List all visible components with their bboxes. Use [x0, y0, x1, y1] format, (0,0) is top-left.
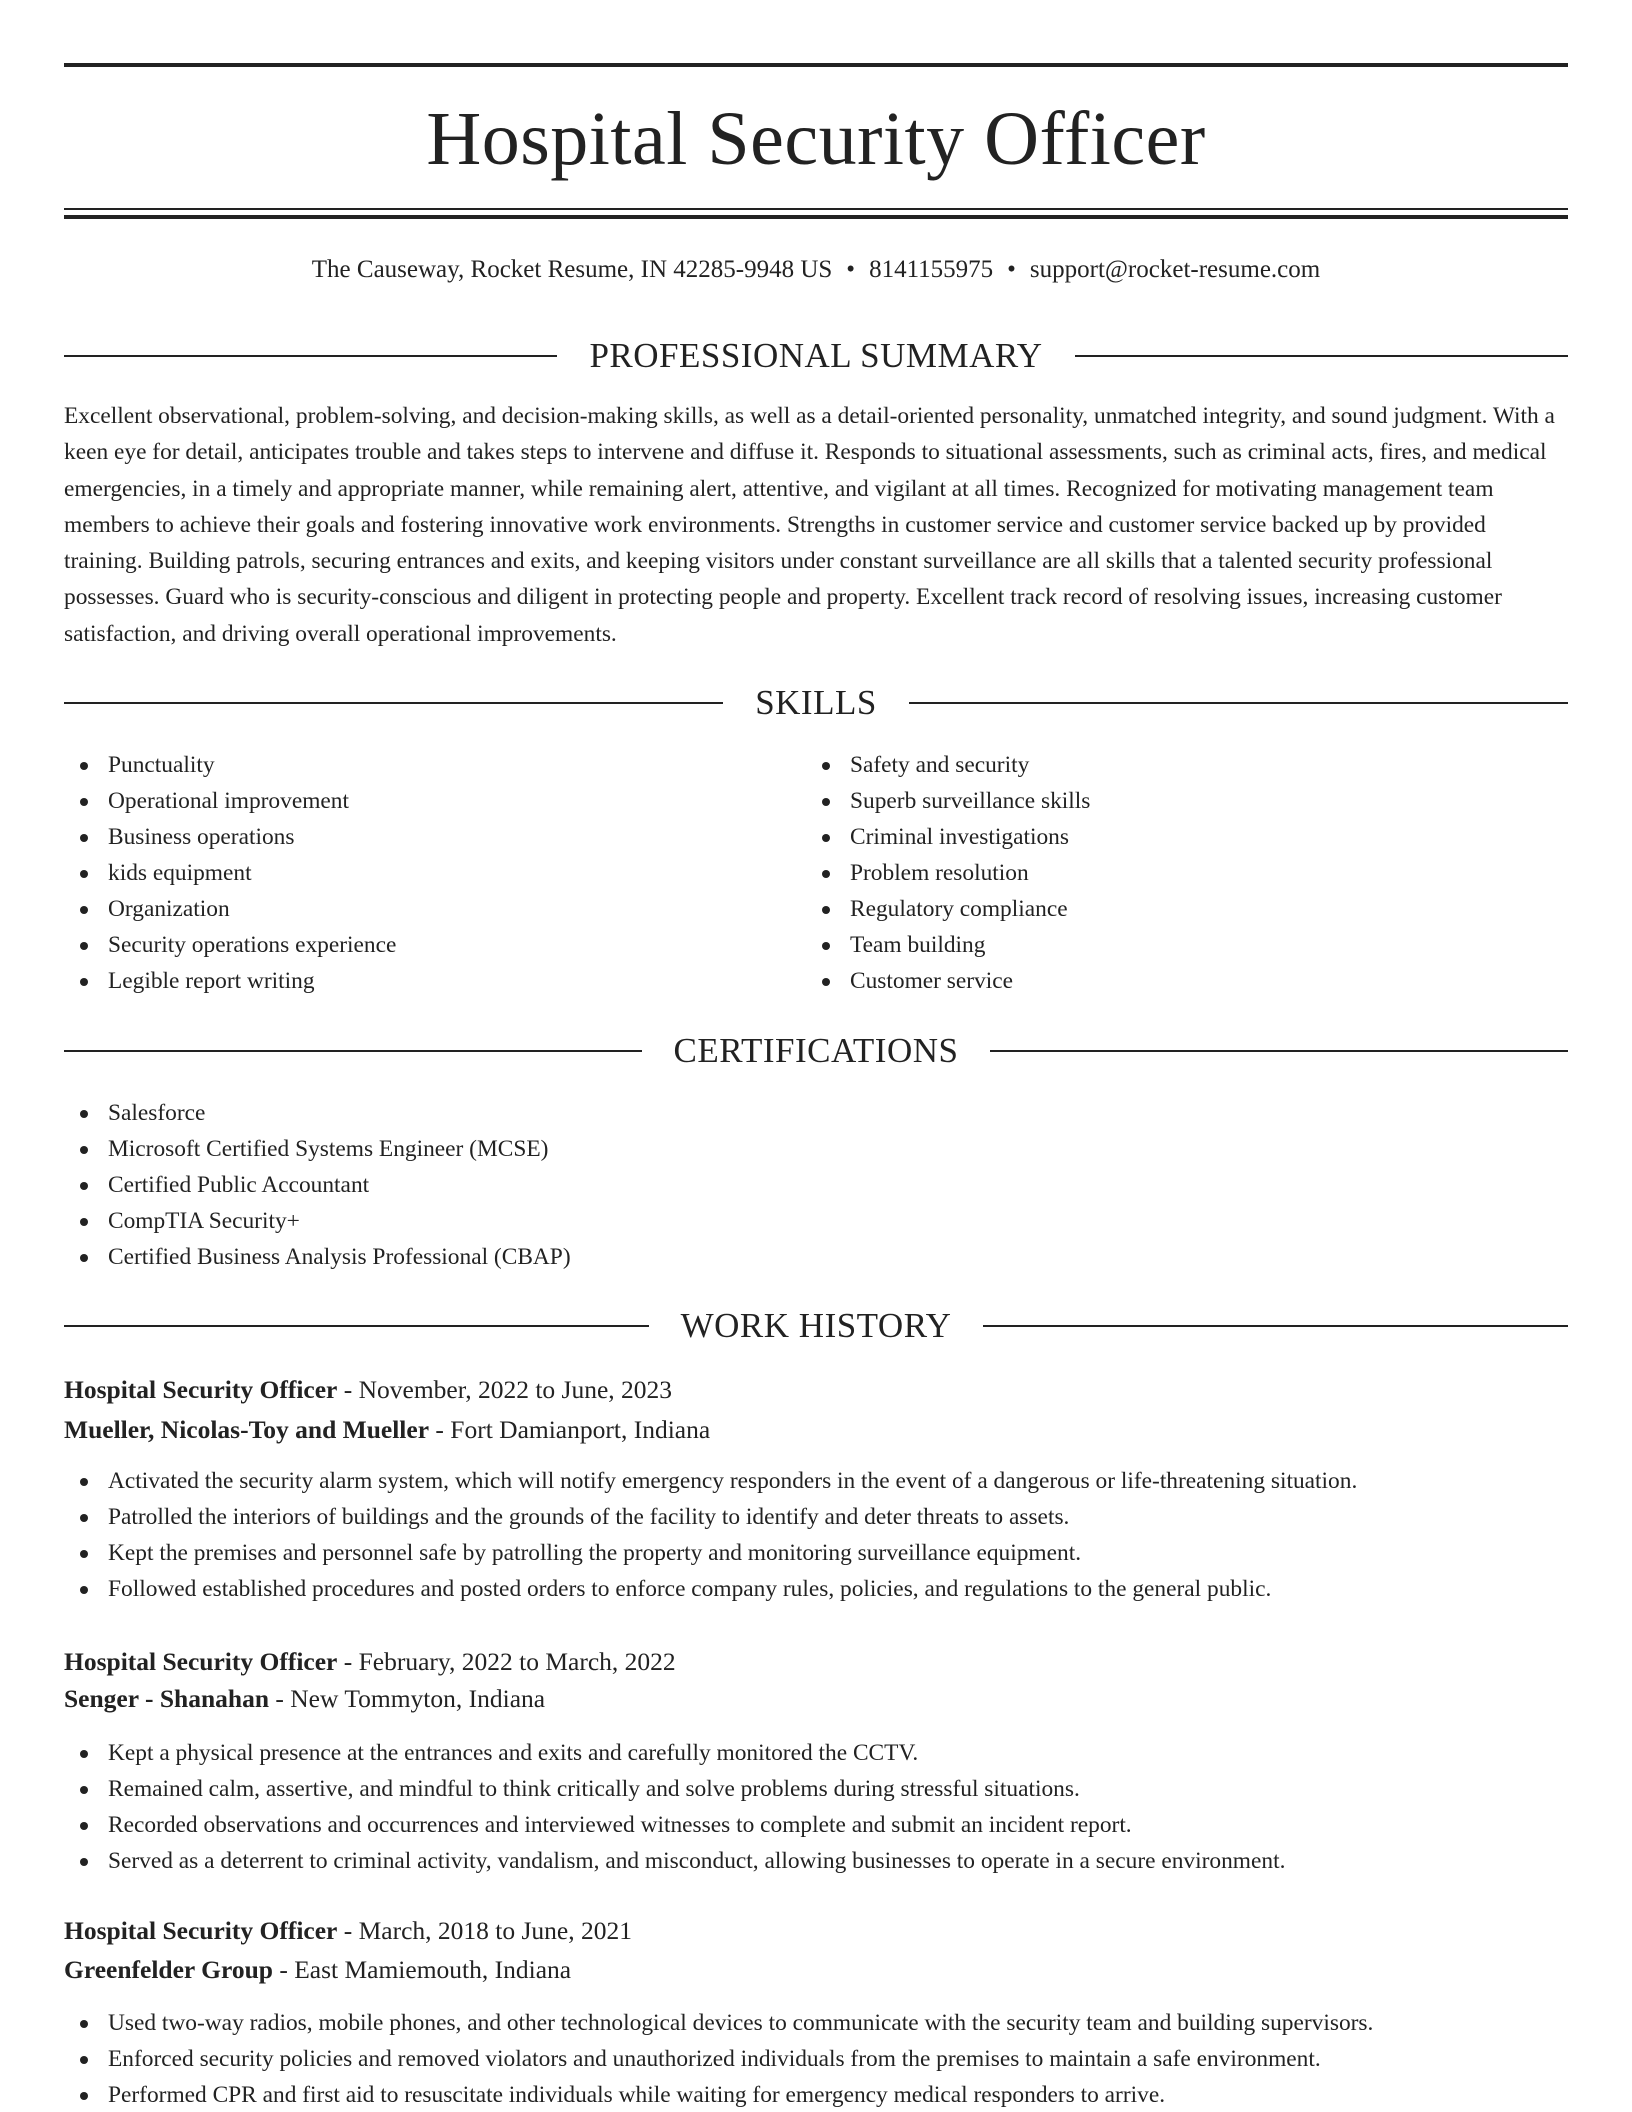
job-company: Greenfelder Group	[64, 1955, 273, 1984]
job-bullet: Used two-way radios, mobile phones, and other technological devices to communicate with the security team and building supervisors.	[64, 2005, 1373, 2041]
job-bullet: Enforced security policies and removed violators and unauthorized individuals from the premises to maintain a safe environment.	[64, 2041, 1373, 2077]
certification-item: Certified Public Accountant	[64, 1167, 571, 1203]
skill-item: Customer service	[806, 963, 1090, 999]
job-title: Hospital Security Officer	[64, 1375, 338, 1404]
job-company-line: Senger - Shanahan - New Tommyton, Indiana	[64, 1684, 546, 1713]
section-rule-right	[1075, 355, 1568, 357]
job-bullets	[64, 1463, 1357, 1607]
certification-item: CompTIA Security+	[64, 1203, 571, 1239]
section-heading-skills	[64, 683, 1568, 723]
job-location: East Mamiemouth, Indiana	[294, 1955, 572, 1984]
skill-item: Problem resolution	[806, 855, 1090, 891]
skill-item: Business operations	[64, 819, 396, 855]
section-heading-summary	[64, 336, 1568, 376]
job-bullet: Remained calm, assertive, and mindful to think critically and solve problems during stressful situations.	[64, 1771, 1285, 1807]
certification-item: Microsoft Certified Systems Engineer (MCSE)	[64, 1131, 571, 1167]
skill-item: Punctuality	[64, 747, 396, 783]
skill-item: Safety and security	[806, 747, 1090, 783]
job-company: Mueller, Nicolas-Toy and Mueller	[64, 1415, 430, 1444]
section-rule-right	[909, 702, 1568, 704]
job-title-line: Hospital Security Officer - March, 2018 to June, 2021	[64, 1916, 632, 1945]
job-dates: February, 2022 to March, 2022	[358, 1647, 676, 1676]
contact-phone: 8141155975	[869, 256, 994, 283]
job-bullet: Followed established procedures and posted orders to enforce company rules, policies, and regulations to the general public.	[64, 1571, 1357, 1607]
job-title: Hospital Security Officer	[64, 1916, 338, 1945]
section-rule-left	[64, 702, 723, 704]
job-dates: March, 2018 to June, 2021	[358, 1916, 632, 1945]
job-location: Fort Damianport, Indiana	[450, 1415, 711, 1444]
job-location: New Tommyton, Indiana	[290, 1684, 546, 1713]
skills-list-left	[64, 747, 396, 999]
section-heading-certifications	[64, 1031, 1568, 1071]
section-title: CERTIFICATIONS	[673, 1031, 959, 1070]
skill-item: Legible report writing	[64, 963, 396, 999]
header-rule-upper	[64, 208, 1568, 210]
section-rule-left	[64, 355, 557, 357]
contact-separator: •	[1007, 256, 1016, 283]
job-company: Senger - Shanahan	[64, 1684, 270, 1713]
section-rule-left	[64, 1325, 649, 1327]
candidate-name: Hospital Security Officer	[426, 97, 1206, 181]
job-bullet: Kept the premises and personnel safe by patrolling the property and monitoring surveillance equipment.	[64, 1535, 1357, 1571]
contact-line	[64, 252, 1568, 288]
section-rule-right	[983, 1325, 1568, 1327]
job-company-line: Mueller, Nicolas-Toy and Mueller - Fort Damianport, Indiana	[64, 1415, 711, 1444]
certifications-list	[64, 1095, 571, 1275]
job-title: Hospital Security Officer	[64, 1647, 338, 1676]
section-title: SKILLS	[755, 683, 877, 722]
contact-separator: •	[846, 256, 856, 283]
skills-list-right	[806, 747, 1090, 999]
skill-item: kids equipment	[64, 855, 396, 891]
skill-item: Operational improvement	[64, 783, 396, 819]
job-dates: November, 2022 to June, 2023	[358, 1375, 673, 1404]
header-top-rule	[64, 63, 1568, 67]
job-company-line: Greenfelder Group - East Mamiemouth, Indiana	[64, 1955, 572, 1984]
skill-item: Organization	[64, 891, 396, 927]
certification-item: Certified Business Analysis Professional (CBAP)	[64, 1239, 571, 1275]
skill-item: Superb surveillance skills	[806, 783, 1090, 819]
section-rule-left	[64, 1050, 642, 1052]
skill-item: Regulatory compliance	[806, 891, 1090, 927]
job-title-line: Hospital Security Officer - November, 2022 to June, 2023	[64, 1375, 673, 1404]
section-rule-right	[990, 1050, 1568, 1052]
job-bullet: Activated the security alarm system, which will notify emergency responders in the event of a dangerous or life-threatening situation.	[64, 1463, 1357, 1499]
certification-item: Salesforce	[64, 1095, 571, 1131]
job-bullet: Patrolled the interiors of buildings and the grounds of the facility to identify and deter threats to assets.	[64, 1499, 1357, 1535]
skill-item: Team building	[806, 927, 1090, 963]
job-bullet: Kept a physical presence at the entrances and exits and carefully monitored the CCTV.	[64, 1735, 1285, 1771]
job-bullet: Served as a deterrent to criminal activity, vandalism, and misconduct, allowing businesses to operate in a secure environment.	[64, 1843, 1285, 1879]
job-bullets	[64, 1735, 1285, 1879]
section-heading-work-history	[64, 1306, 1568, 1346]
skill-item: Security operations experience	[64, 927, 396, 963]
job-bullets	[64, 2005, 1373, 2112]
job-bullet: Performed CPR and first aid to resuscitate individuals while waiting for emergency medical responders to arrive.	[64, 2077, 1373, 2112]
contact-address: The Causeway, Rocket Resume, IN 42285-9948 US	[311, 256, 833, 283]
job-bullet: Recorded observations and occurrences and interviewed witnesses to complete and submit an incident report.	[64, 1807, 1285, 1843]
section-title: PROFESSIONAL SUMMARY	[589, 336, 1043, 375]
job-title-line: Hospital Security Officer - February, 2022 to March, 2022	[64, 1647, 676, 1676]
skill-item: Criminal investigations	[806, 819, 1090, 855]
header-rule-lower	[64, 215, 1568, 219]
contact-email: support@rocket-resume.com	[1029, 256, 1321, 283]
summary-text: Excellent observational, problem-solving, and decision-making skills, as well as a detail-oriented personality, unmatched integrity, and sound judgment. With a keen eye for detail, anticipates trouble and takes steps to intervene and diffuse it. Responds to situational assessments, such as criminal acts, fires, and medical emergencies, in a timely and appropriate manner, while remaining alert, attentive, and vigilant at all times. Recognized for motivating management team members to achieve their goals and fostering innovative work environments. Strengths in customer service and customer service backed up by provided training. Building patrols, securing entrances and exits, and keeping visitors under constant surveillance are all skills that a talented security professional possesses. Guard who is security-conscious and diligent in protecting people and property. Excellent track record of resolving issues, increasing customer satisfaction, and driving overall operational improvements.	[64, 403, 1555, 647]
section-title: WORK HISTORY	[680, 1306, 952, 1345]
